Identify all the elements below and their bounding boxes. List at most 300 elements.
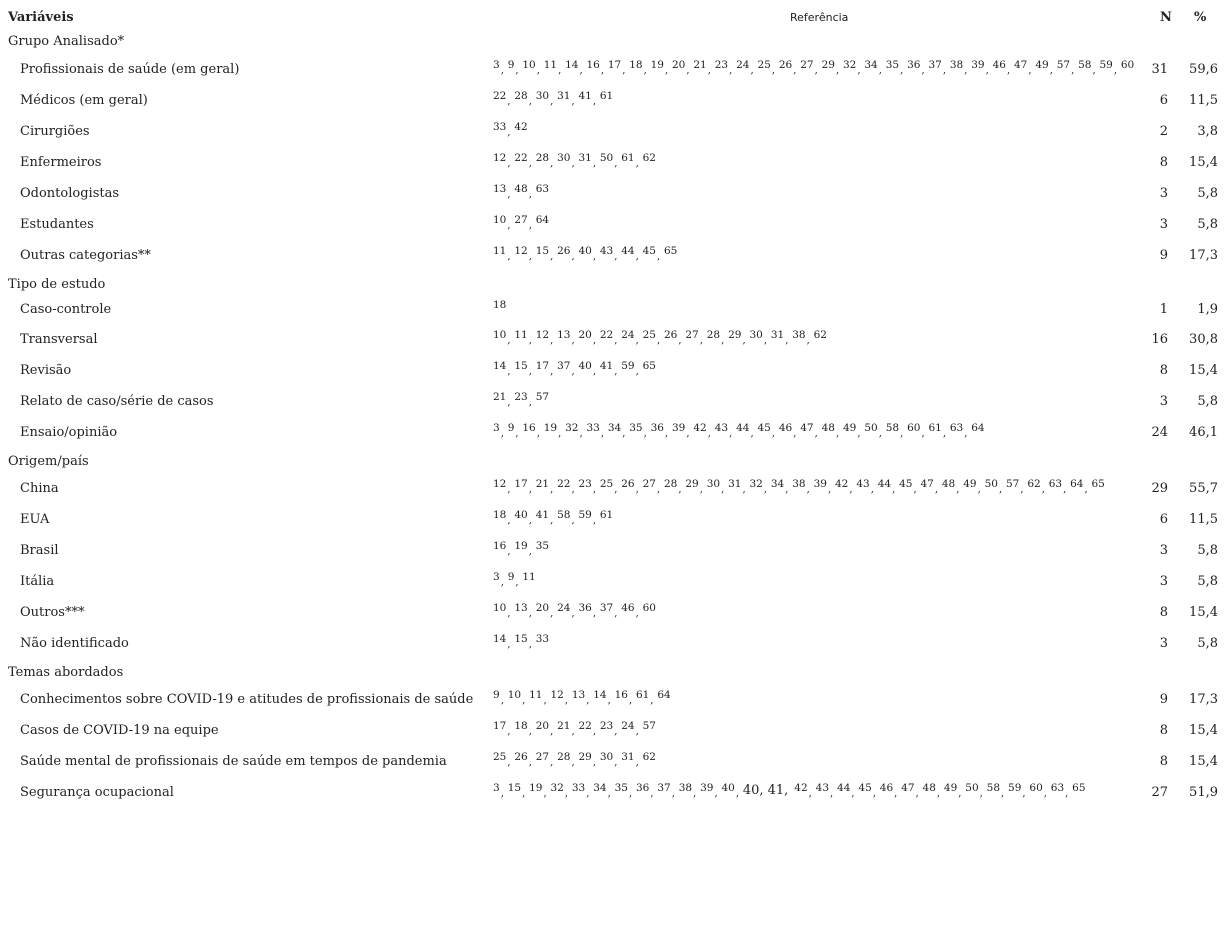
row-label: Ensaio/opinião xyxy=(20,425,118,440)
count-value: 2 xyxy=(1159,124,1168,139)
reference-number: 11 , xyxy=(493,244,506,268)
reference-number: 28 , xyxy=(514,89,527,113)
reference-number: 61 , xyxy=(621,151,634,175)
reference-number: 31 , xyxy=(771,328,784,352)
reference-number: 48 , xyxy=(923,781,936,805)
reference-number: 38 , xyxy=(792,328,805,352)
percent-value: 59,6 xyxy=(1189,62,1218,77)
reference-number: 33 , xyxy=(493,120,506,144)
reference-number: 23 , xyxy=(600,719,613,743)
reference-number: 61 xyxy=(599,509,614,521)
reference-number: 19 , xyxy=(544,421,557,445)
reference-number: 15 , xyxy=(514,359,527,383)
reference-number: 14 , xyxy=(493,359,506,383)
count-value: 8 xyxy=(1159,363,1168,378)
section-label: Origem/país xyxy=(8,454,89,469)
reference-number: 18 , xyxy=(493,508,506,532)
reference-number: 39 , xyxy=(700,781,713,805)
reference-number: 17 , xyxy=(608,58,621,82)
count-value: 9 xyxy=(1159,248,1168,263)
row-label: Relato de caso/série de casos xyxy=(20,394,214,409)
reference-list xyxy=(493,601,664,625)
reference-number: 61 xyxy=(599,90,614,102)
reference-number: 34 , xyxy=(771,477,784,501)
reference-number: 45 , xyxy=(899,477,912,501)
reference-number: 36 , xyxy=(579,601,592,625)
reference-number: 45 , xyxy=(758,421,771,445)
reference-number: 18 , xyxy=(629,58,642,82)
reference-number: 42 xyxy=(514,121,528,133)
reference-number: 58 , xyxy=(557,508,570,532)
reference-number: 47 , xyxy=(901,781,914,805)
reference-number: 22 , xyxy=(514,151,527,175)
reference-number: 40, 41, xyxy=(742,783,789,798)
reference-number: 64 xyxy=(657,689,671,701)
reference-number: 13 , xyxy=(557,328,570,352)
reference-number: 9 , xyxy=(508,421,515,445)
reference-number: 30 , xyxy=(536,89,549,113)
reference-list xyxy=(493,421,993,445)
reference-number: 49 , xyxy=(963,477,976,501)
reference-number: 36 , xyxy=(636,781,649,805)
reference-number: 15 , xyxy=(514,632,527,656)
reference-number: 11 , xyxy=(544,58,557,82)
reference-number: 32 , xyxy=(843,58,856,82)
reference-number: 19 , xyxy=(514,539,527,563)
reference-number: 3 , xyxy=(493,570,500,594)
reference-number: 39 , xyxy=(672,421,685,445)
row-label: Casos de COVID-19 na equipe xyxy=(20,723,219,738)
row-label: Brasil xyxy=(20,543,59,558)
row-label: Caso-controle xyxy=(20,302,112,317)
row-label: China xyxy=(20,481,59,496)
row-label: Enfermeiros xyxy=(20,155,102,170)
reference-number: 60 , xyxy=(1029,781,1042,805)
reference-number: 45 , xyxy=(643,244,656,268)
percent-value: 30,8 xyxy=(1189,332,1218,347)
reference-number: 12 , xyxy=(493,151,506,175)
reference-number: 46 , xyxy=(621,601,634,625)
reference-number: 46 , xyxy=(880,781,893,805)
reference-number: 24 , xyxy=(557,601,570,625)
percent-value: 15,4 xyxy=(1189,363,1218,378)
count-value: 8 xyxy=(1159,605,1168,620)
reference-list xyxy=(493,390,557,414)
reference-number: 58 , xyxy=(1078,58,1091,82)
reference-number: 40 , xyxy=(721,781,734,805)
reference-number: 35 , xyxy=(615,781,628,805)
reference-list xyxy=(493,58,1142,82)
row-label: Transversal xyxy=(20,332,98,347)
reference-list xyxy=(493,244,685,268)
count-value: 6 xyxy=(1159,93,1168,108)
reference-number: 31 , xyxy=(728,477,741,501)
reference-number: 49 , xyxy=(843,421,856,445)
reference-number: 17 , xyxy=(493,719,506,743)
reference-number: 33 xyxy=(535,633,550,645)
reference-number: 15 , xyxy=(536,244,549,268)
reference-number: 14 , xyxy=(493,632,506,656)
reference-list xyxy=(493,719,664,743)
reference-number: 40 , xyxy=(579,244,592,268)
reference-number: 32 , xyxy=(565,421,578,445)
reference-number: 26 , xyxy=(514,750,527,774)
reference-number: 36 , xyxy=(907,58,920,82)
reference-number: 25 , xyxy=(493,750,506,774)
row-label: Profissionais de saúde (em geral) xyxy=(20,62,240,77)
reference-number: 3 , xyxy=(493,421,500,445)
reference-number: 26 , xyxy=(621,477,634,501)
reference-list xyxy=(493,298,514,322)
percent-value: 51,9 xyxy=(1189,785,1218,800)
reference-number: 10 , xyxy=(493,328,506,352)
reference-number: 24 , xyxy=(621,328,634,352)
percent-value: 55,7 xyxy=(1189,481,1218,496)
reference-list xyxy=(493,328,835,352)
reference-number: 46 , xyxy=(779,421,792,445)
reference-list xyxy=(493,477,1113,501)
reference-number: 57 , xyxy=(1057,58,1070,82)
row-label: Estudantes xyxy=(20,217,94,232)
reference-number: 31 , xyxy=(579,151,592,175)
reference-number: 27 , xyxy=(514,213,527,237)
reference-number: 39 , xyxy=(814,477,827,501)
reference-number: 60 , xyxy=(907,421,920,445)
reference-number: 62 xyxy=(813,329,827,341)
count-value: 3 xyxy=(1159,636,1168,651)
reference-number: 3 , xyxy=(493,781,500,805)
reference-number: 37 , xyxy=(600,601,613,625)
reference-number: 36 , xyxy=(651,421,664,445)
percent-value: 5,8 xyxy=(1197,574,1218,589)
count-value: 29 xyxy=(1151,481,1168,496)
reference-number: 29 , xyxy=(728,328,741,352)
reference-number: 11 , xyxy=(514,328,527,352)
reference-number: 28 , xyxy=(557,750,570,774)
reference-number: 44 , xyxy=(736,421,749,445)
reference-number: 63 , xyxy=(1051,781,1064,805)
reference-number: 61 , xyxy=(636,688,649,712)
row-label: Segurança ocupacional xyxy=(20,785,174,800)
percent-value: 5,8 xyxy=(1197,543,1218,558)
percent-value: 11,5 xyxy=(1189,93,1218,108)
reference-number: 18 xyxy=(493,299,507,311)
reference-number: 10 , xyxy=(493,213,506,237)
percent-value: 5,8 xyxy=(1197,186,1218,201)
reference-number: 57 xyxy=(535,391,550,403)
row-label: Saúde mental de profissionais de saúde em tempos de pandemia xyxy=(20,754,447,769)
reference-number: 35 , xyxy=(886,58,899,82)
reference-number: 34 , xyxy=(864,58,877,82)
reference-list xyxy=(493,213,557,237)
count-value: 24 xyxy=(1151,425,1168,440)
reference-number: 44 , xyxy=(621,244,634,268)
reference-number: 59 , xyxy=(621,359,634,383)
reference-number: 47 , xyxy=(921,477,934,501)
reference-number: 26 , xyxy=(557,244,570,268)
reference-number: 48 , xyxy=(942,477,955,501)
reference-number: 29 , xyxy=(822,58,835,82)
reference-number: 21 , xyxy=(536,477,549,501)
reference-number: 33 , xyxy=(572,781,585,805)
reference-number: 40 , xyxy=(579,359,592,383)
reference-number: 62 xyxy=(642,751,656,763)
reference-number: 44 , xyxy=(878,477,891,501)
reference-number: 49 , xyxy=(1035,58,1048,82)
reference-number: 13 , xyxy=(514,601,527,625)
count-value: 3 xyxy=(1159,217,1168,232)
reference-list xyxy=(493,539,557,563)
reference-number: 14 , xyxy=(593,688,606,712)
reference-number: 41 , xyxy=(579,89,592,113)
reference-number: 41 , xyxy=(536,508,549,532)
section-label: Grupo Analisado* xyxy=(8,34,125,49)
reference-number: 31 , xyxy=(557,89,570,113)
reference-number: 50 , xyxy=(864,421,877,445)
reference-list xyxy=(493,508,621,532)
reference-number: 10 , xyxy=(522,58,535,82)
reference-number: 27 , xyxy=(536,750,549,774)
percent-value: 15,4 xyxy=(1189,754,1218,769)
reference-number: 33 , xyxy=(587,421,600,445)
reference-number: 12 , xyxy=(514,244,527,268)
percent-value: 46,1 xyxy=(1189,425,1218,440)
percent-value: 15,4 xyxy=(1189,605,1218,620)
reference-number: 31 , xyxy=(621,750,634,774)
header-n: N xyxy=(1160,10,1172,25)
count-value: 3 xyxy=(1159,394,1168,409)
reference-number: 12 , xyxy=(493,477,506,501)
reference-number: 58 , xyxy=(987,781,1000,805)
reference-number: 57 , xyxy=(1006,477,1019,501)
reference-number: 38 , xyxy=(679,781,692,805)
header-referencia: Referência xyxy=(790,11,849,24)
count-value: 1 xyxy=(1159,302,1168,317)
reference-number: 58 , xyxy=(886,421,899,445)
reference-number: 65 xyxy=(664,245,678,257)
reference-number: 39 , xyxy=(971,58,984,82)
reference-number: 30 , xyxy=(557,151,570,175)
section-label: Temas abordados xyxy=(8,665,124,680)
reference-number: 43 , xyxy=(600,244,613,268)
header-variaveis: Variáveis xyxy=(8,10,74,25)
percent-value: 17,3 xyxy=(1189,248,1218,263)
percent-value: 5,8 xyxy=(1197,394,1218,409)
reference-list xyxy=(493,89,621,113)
reference-number: 17 , xyxy=(536,359,549,383)
row-label: Outros*** xyxy=(20,605,85,620)
reference-number: 25 , xyxy=(643,328,656,352)
reference-number: 48 , xyxy=(822,421,835,445)
reference-number: 41 , xyxy=(600,359,613,383)
reference-number: 38 , xyxy=(950,58,963,82)
reference-number: 43 , xyxy=(856,477,869,501)
reference-number: 19 , xyxy=(529,781,542,805)
reference-number: 26 , xyxy=(664,328,677,352)
reference-number: 15 , xyxy=(508,781,521,805)
reference-number: 60 xyxy=(642,602,656,614)
reference-number: 16 , xyxy=(587,58,600,82)
row-label: Outras categorias** xyxy=(20,248,151,263)
reference-number: 35 , xyxy=(629,421,642,445)
reference-number: 62 , xyxy=(1027,477,1040,501)
reference-number: 32 , xyxy=(550,781,563,805)
reference-number: 29 , xyxy=(685,477,698,501)
row-label: Cirurgiões xyxy=(20,124,90,139)
reference-number: 23 , xyxy=(579,477,592,501)
reference-list xyxy=(493,570,544,594)
reference-number: 59 , xyxy=(1008,781,1021,805)
reference-list xyxy=(493,182,557,206)
reference-number: 27 , xyxy=(685,328,698,352)
count-value: 3 xyxy=(1159,574,1168,589)
reference-number: 46 , xyxy=(993,58,1006,82)
reference-number: 23 , xyxy=(715,58,728,82)
reference-number: 16 , xyxy=(615,688,628,712)
reference-number: 16 , xyxy=(493,539,506,563)
reference-number: 12 , xyxy=(536,328,549,352)
reference-number: 10 , xyxy=(493,601,506,625)
reference-number: 28 , xyxy=(536,151,549,175)
reference-number: 30 , xyxy=(600,750,613,774)
reference-number: 42 , xyxy=(835,477,848,501)
count-value: 6 xyxy=(1159,512,1168,527)
count-value: 27 xyxy=(1151,785,1168,800)
row-label: Odontologistas xyxy=(20,186,120,201)
row-label: Médicos (em geral) xyxy=(20,93,148,108)
reference-number: 22 , xyxy=(493,89,506,113)
reference-number: 21 , xyxy=(493,390,506,414)
reference-number: 63 xyxy=(535,183,550,195)
reference-list xyxy=(493,632,557,656)
reference-number: 30 , xyxy=(707,477,720,501)
reference-number: 63 , xyxy=(950,421,963,445)
reference-number: 42 , xyxy=(794,781,807,805)
reference-number: 44 , xyxy=(837,781,850,805)
header-percent: % xyxy=(1194,10,1207,25)
count-value: 16 xyxy=(1151,332,1168,347)
reference-number: 37 , xyxy=(657,781,670,805)
percent-value: 17,3 xyxy=(1189,692,1218,707)
reference-number: 12 , xyxy=(550,688,563,712)
reference-number: 9 , xyxy=(493,688,500,712)
reference-number: 48 , xyxy=(514,182,527,206)
reference-number: 62 xyxy=(642,152,656,164)
reference-number: 35 xyxy=(535,540,550,552)
reference-number: 17 , xyxy=(514,477,527,501)
count-value: 9 xyxy=(1159,692,1168,707)
percent-value: 5,8 xyxy=(1197,636,1218,651)
reference-number: 45 , xyxy=(858,781,871,805)
reference-number: 40 , xyxy=(514,508,527,532)
reference-list xyxy=(493,359,664,383)
percent-value: 15,4 xyxy=(1189,155,1218,170)
reference-number: 65 xyxy=(1091,478,1105,490)
reference-list xyxy=(493,688,679,712)
reference-number: 34 , xyxy=(593,781,606,805)
reference-number: 16 , xyxy=(522,421,535,445)
reference-number: 24 , xyxy=(736,58,749,82)
reference-number: 28 , xyxy=(707,328,720,352)
reference-number: 28 , xyxy=(664,477,677,501)
reference-number: 10 , xyxy=(508,688,521,712)
count-value: 8 xyxy=(1159,754,1168,769)
reference-number: 13 , xyxy=(572,688,585,712)
reference-number: 50 , xyxy=(965,781,978,805)
reference-number: 50 , xyxy=(600,151,613,175)
reference-number: 20 , xyxy=(536,601,549,625)
count-value: 8 xyxy=(1159,723,1168,738)
reference-number: 26 , xyxy=(779,58,792,82)
row-label: Itália xyxy=(20,574,55,589)
row-label: Revisão xyxy=(20,363,72,378)
reference-number: 22 , xyxy=(557,477,570,501)
reference-number: 20 , xyxy=(672,58,685,82)
reference-number: 59 , xyxy=(579,508,592,532)
reference-number: 47 , xyxy=(1014,58,1027,82)
reference-number: 57 xyxy=(642,720,656,732)
reference-list xyxy=(493,781,1094,805)
reference-number: 49 , xyxy=(944,781,957,805)
reference-number: 42 , xyxy=(693,421,706,445)
reference-number: 22 , xyxy=(579,719,592,743)
reference-number: 25 , xyxy=(758,58,771,82)
reference-number: 14 , xyxy=(565,58,578,82)
row-label: Não identificado xyxy=(20,636,129,651)
reference-number: 29 , xyxy=(579,750,592,774)
reference-number: 25 , xyxy=(600,477,613,501)
reference-number: 24 , xyxy=(621,719,634,743)
reference-number: 43 , xyxy=(715,421,728,445)
reference-number: 60 xyxy=(1120,59,1135,71)
section-label: Tipo de estudo xyxy=(8,277,106,292)
percent-value: 11,5 xyxy=(1189,512,1218,527)
reference-number: 11 xyxy=(522,571,536,583)
count-value: 31 xyxy=(1151,62,1168,77)
reference-list xyxy=(493,750,664,774)
reference-number: 38 , xyxy=(792,477,805,501)
reference-number: 27 , xyxy=(643,477,656,501)
reference-number: 47 , xyxy=(800,421,813,445)
reference-number: 11 , xyxy=(529,688,542,712)
reference-list xyxy=(493,120,536,144)
reference-number: 3 , xyxy=(493,58,500,82)
percent-value: 15,4 xyxy=(1189,723,1218,738)
percent-value: 3,8 xyxy=(1197,124,1218,139)
reference-number: 63 , xyxy=(1049,477,1062,501)
reference-number: 23 , xyxy=(514,390,527,414)
reference-number: 65 xyxy=(1072,782,1086,794)
reference-number: 21 , xyxy=(693,58,706,82)
reference-number: 61 , xyxy=(929,421,942,445)
count-value: 3 xyxy=(1159,186,1168,201)
reference-number: 43 , xyxy=(816,781,829,805)
reference-number: 37 , xyxy=(557,359,570,383)
percent-value: 5,8 xyxy=(1197,217,1218,232)
reference-number: 21 , xyxy=(557,719,570,743)
count-value: 8 xyxy=(1159,155,1168,170)
reference-number: 13 , xyxy=(493,182,506,206)
reference-number: 19 , xyxy=(651,58,664,82)
reference-number: 59 , xyxy=(1100,58,1113,82)
reference-number: 64 xyxy=(535,214,550,226)
reference-number: 20 , xyxy=(579,328,592,352)
reference-number: 65 xyxy=(642,360,656,372)
reference-number: 9 , xyxy=(508,58,515,82)
reference-number: 34 , xyxy=(608,421,621,445)
reference-number: 37 , xyxy=(929,58,942,82)
reference-number: 9 , xyxy=(508,570,515,594)
